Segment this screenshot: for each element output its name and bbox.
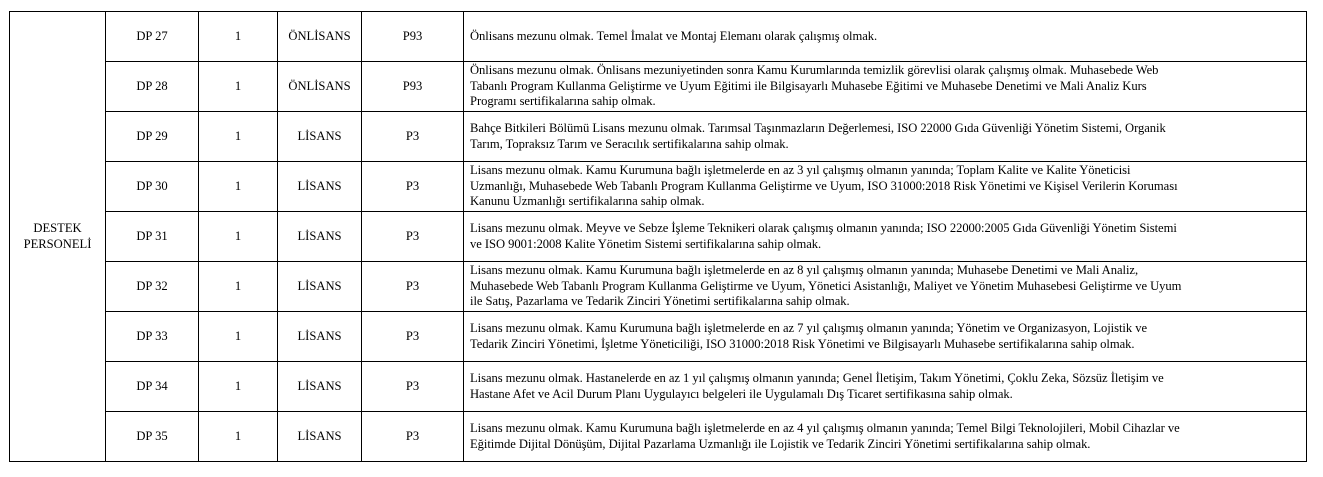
position-count: 1: [199, 112, 278, 162]
position-code: DP 27: [106, 12, 199, 62]
education-level: LİSANS: [278, 162, 362, 212]
requirements-text: Önlisans mezunu olmak. Temel İmalat ve Montaj Elemanı olarak çalışmış olmak.: [464, 12, 1307, 62]
qualification-code: P3: [362, 112, 464, 162]
education-level: LİSANS: [278, 312, 362, 362]
table-row: [10, 12, 1307, 62]
position-code: DP 33: [106, 312, 199, 362]
table-row: [10, 362, 1307, 412]
qualification-code: P3: [362, 312, 464, 362]
position-code: DP 31: [106, 212, 199, 262]
requirements-text: Lisans mezunu olmak. Hastanelerde en az 1 yıl çalışmış olmanın yanında; Genel İletişim, Takım Yönetimi, Çoklu Zeka, Sözsüz İletişim ve Hastane Afet ve Acil Durum Planı Uygulayıcı belgeleri ile Uygulamalı Dış Ticaret sertifikasına sahip olmak.: [464, 362, 1307, 412]
requirements-text: Lisans mezunu olmak. Kamu Kurumuna bağlı işletmelerde en az 4 yıl çalışmış olmanın yanında; Temel Bilgi Teknolojileri, Mobil Cihazlar ve Eğitimde Dijital Dönüşüm, Dijital Pazarlama Uzmanlığı ile Lojistik ve Tedarik Zinciri Yönetimi sertifikalarına sahip olmak.: [464, 412, 1307, 462]
position-count: 1: [199, 162, 278, 212]
requirements-text: Lisans mezunu olmak. Kamu Kurumuna bağlı işletmelerde en az 3 yıl çalışmış olmanın yanında; Toplam Kalite ve Kalite Yöneticisi Uzmanlığı, Muhasebede Web Tabanlı Program Kullanma Geliştirme ve Uyum, ISO 31000:2018 Risk Yönetimi ve Kişisel Verilerin Koruması Kanunu Uzmanlığı sertifikalarına sahip olmak.: [464, 162, 1307, 212]
position-count: 1: [199, 312, 278, 362]
position-code: DP 35: [106, 412, 199, 462]
requirements-text: Lisans mezunu olmak. Meyve ve Sebze İşleme Teknikeri olarak çalışmış olmanın yanında; ISO 22000:2005 Gıda Güvenliği Yönetim Sistemi ve ISO 9001:2008 Kalite Yönetim Sistemi sertifikalarına sahip olmak.: [464, 212, 1307, 262]
qualification-code: P3: [362, 162, 464, 212]
qualification-code: P3: [362, 262, 464, 312]
qualification-code: P3: [362, 362, 464, 412]
position-code: DP 34: [106, 362, 199, 412]
education-level: LİSANS: [278, 212, 362, 262]
group-label: DESTEK PERSONELİ: [10, 12, 106, 462]
table-row: [10, 412, 1307, 462]
table-row: [10, 162, 1307, 212]
education-level: ÖNLİSANS: [278, 62, 362, 112]
qualification-code: P93: [362, 62, 464, 112]
education-level: ÖNLİSANS: [278, 12, 362, 62]
position-code: DP 28: [106, 62, 199, 112]
position-code: DP 32: [106, 262, 199, 312]
requirements-text: Önlisans mezunu olmak. Önlisans mezuniyetinden sonra Kamu Kurumlarında temizlik görevlisi olarak çalışmış olmak. Muhasebede Web Tabanlı Program Kullanma Geliştirme ve Uyum Eğitimi ile Bilgisayarlı Muhasebe Eğitimi ve Muhasebe Denetimi ve Mali Analiz Kurs Programı sertifikalarına sahip olmak.: [464, 62, 1307, 112]
requirements-text: Lisans mezunu olmak. Kamu Kurumuna bağlı işletmelerde en az 8 yıl çalışmış olmanın yanında; Muhasebe Denetimi ve Mali Analiz, Muhasebede Web Tabanlı Program Kullanma Geliştirme ve Uyum, Yönetici Asistanlığı, Maliyet ve Yönetim Muhasebesi Geliştirme ve Uyum ile Satış, Pazarlama ve Tedarik Zinciri Yönetimi sertifikalarına sahip olmak.: [464, 262, 1307, 312]
position-count: 1: [199, 12, 278, 62]
table-row: [10, 312, 1307, 362]
position-count: 1: [199, 362, 278, 412]
position-code: DP 29: [106, 112, 199, 162]
position-code: DP 30: [106, 162, 199, 212]
table-row: [10, 62, 1307, 112]
position-count: 1: [199, 62, 278, 112]
position-count: 1: [199, 412, 278, 462]
table-row: [10, 212, 1307, 262]
requirements-text: Bahçe Bitkileri Bölümü Lisans mezunu olmak. Tarımsal Taşınmazların Değerlemesi, ISO 22000 Gıda Güvenliği Yönetim Sistemi, Organik Tarım, Topraksız Tarım ve Seracılık sertifikalarına sahip olmak.: [464, 112, 1307, 162]
education-level: LİSANS: [278, 112, 362, 162]
education-level: LİSANS: [278, 362, 362, 412]
qualification-code: P3: [362, 212, 464, 262]
table-row: [10, 112, 1307, 162]
position-count: 1: [199, 262, 278, 312]
qualification-code: P93: [362, 12, 464, 62]
education-level: LİSANS: [278, 262, 362, 312]
requirements-text: Lisans mezunu olmak. Kamu Kurumuna bağlı işletmelerde en az 7 yıl çalışmış olmanın yanında; Yönetim ve Organizasyon, Lojistik ve Tedarik Zinciri Yönetimi, İşletme Yöneticiliği, ISO 31000:2018 Risk Yönetimi ve Bilgisayarlı Muhasebe sertifikalarına sahip olmak.: [464, 312, 1307, 362]
position-count: 1: [199, 212, 278, 262]
education-level: LİSANS: [278, 412, 362, 462]
position-table: [9, 11, 1307, 462]
qualification-code: P3: [362, 412, 464, 462]
table-row: [10, 262, 1307, 312]
